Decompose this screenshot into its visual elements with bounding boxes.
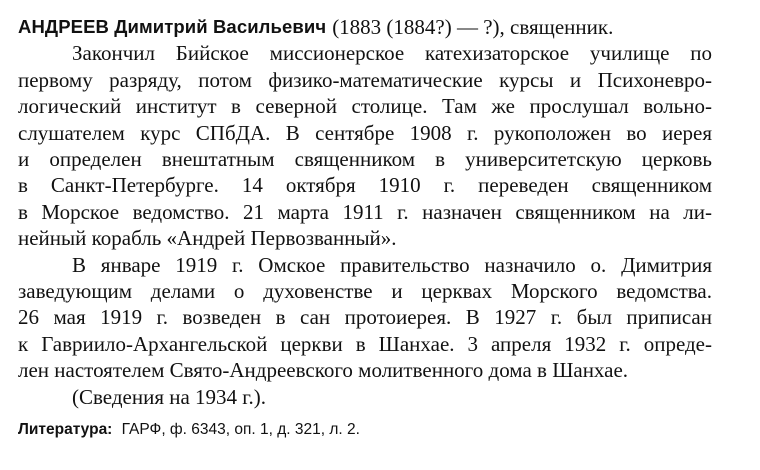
entry-heading [18, 14, 712, 40]
literature-reference [18, 420, 712, 440]
text-line [18, 278, 712, 304]
text-line [18, 172, 712, 198]
line-text: логический институт в северной столице. Там же прослушал вольно- [18, 94, 712, 119]
text-line [18, 40, 712, 66]
text-line [18, 93, 712, 119]
text-line [18, 357, 712, 383]
line-text: Закончил Бийское миссионерское катехизаторское училище по [72, 41, 712, 66]
biographical-entry [18, 14, 712, 440]
text-line [18, 67, 712, 93]
line-text: лен настоятелем Свято-Андреевского молитвенного дома в Шанхае. [18, 358, 629, 383]
line-text: в Морское ведомство. 21 марта 1911 г. назначен священником на ли- [18, 199, 712, 224]
paragraph-education-career [18, 40, 712, 251]
line-text: слушателем курс СПбДА. В сентябре 1908 г. рукоположен во иерея [18, 120, 712, 145]
text-line [18, 252, 712, 278]
text-line [18, 199, 712, 225]
source-note: (Сведения на 1934 г.). [72, 384, 267, 409]
text-line [18, 331, 712, 357]
literature-label: Литература: [18, 421, 113, 439]
person-name: АНДРЕЕВ Димитрий Васильевич [18, 16, 327, 37]
line-text: первому разряду, потом физико-математические курсы и Психоневро- [18, 67, 712, 92]
literature-citation: ГАРФ, ф. 6343, оп. 1, д. 321, л. 2. [121, 421, 360, 439]
paragraph-omsk-shanghai [18, 252, 712, 384]
dates-and-role: (1883 (1884?) — ?), священник. [332, 15, 614, 39]
line-text: заведующим делами о духовенстве и церквах Морского ведомства. [18, 279, 712, 304]
line-text: и определен внештатным священником в университетскую церковь [18, 147, 712, 172]
line-text: нейный корабль «Андрей Первозванный». [18, 226, 397, 251]
line-text: в Санкт-Петербурге. 14 октября 1910 г. переведен священником [18, 173, 712, 198]
text-line [18, 304, 712, 330]
line-text: 26 мая 1919 г. возведен в сан протоиерея. В 1927 г. был приписан [18, 305, 712, 330]
line-text: к Гавриило-Архангельской церкви в Шанхае. 3 апреля 1932 г. опреде- [18, 331, 712, 356]
text-line [18, 146, 712, 172]
line-text: В январе 1919 г. Омское правительство назначило о. Димитрия [72, 252, 712, 277]
text-line [18, 225, 712, 251]
text-line [18, 120, 712, 146]
